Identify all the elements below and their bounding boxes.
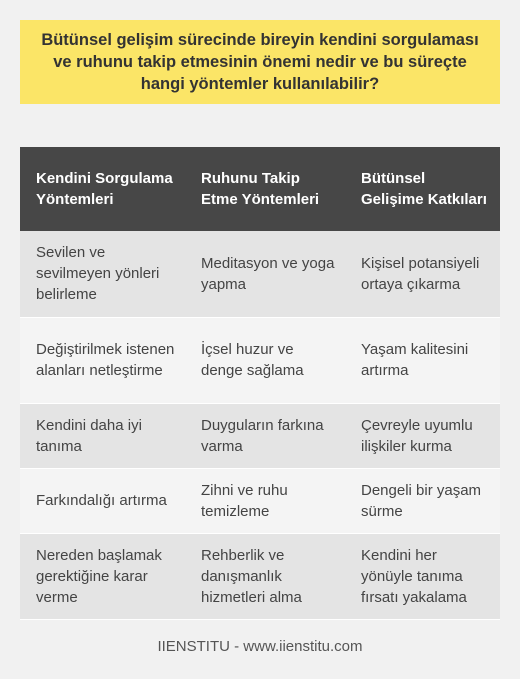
table-cell: Kişisel potansiyeli ortaya çıkarma [345,231,500,317]
table-row [20,468,500,533]
table-row [20,533,500,619]
table-cell: Meditasyon ve yoga yapma [185,231,345,317]
table-cell: Dengeli bir yaşam sürme [345,468,500,533]
table-cell: Zihni ve ruhu temizleme [185,468,345,533]
column-header-contributions: Bütünsel Gelişime Katkıları [345,147,500,231]
table-cell: Sevilen ve sevilmeyen yönleri belirleme [20,231,185,317]
comparison-table [20,147,500,620]
table-cell: Değiştirilmek istenen alanları netleştirme [20,317,185,403]
column-header-self-questioning: Kendini Sorgulama Yöntemleri [20,147,185,231]
table-row [20,317,500,403]
table-cell: Çevreyle uyumlu ilişkiler kurma [345,403,500,468]
table-cell: Yaşam kalitesini artırma [345,317,500,403]
table-cell: Nereden başlamak gerektiğine karar verme [20,533,185,619]
page-title: Bütünsel gelişim sürecinde bireyin kendini sorgulaması ve ruhunu takip etmesinin önemi nedir ve bu süreçte hangi yöntemler kullanılabilir? [41,31,479,93]
table-row [20,403,500,468]
table-cell: İçsel huzur ve denge sağlama [185,317,345,403]
table-row [20,231,500,317]
table-cell: Kendini daha iyi tanıma [20,403,185,468]
table-cell: Rehberlik ve danışmanlık hizmetleri alma [185,533,345,619]
column-header-spirit-tracking: Ruhunu Takip Etme Yöntemleri [185,147,345,231]
footer-credit: IIENSTITU - www.iienstitu.com [157,638,363,655]
table-cell: Farkındalığı artırma [20,468,185,533]
table-cell: Kendini her yönüyle tanıma fırsatı yakalama [345,533,500,619]
title-banner [20,20,500,104]
table-cell: Duyguların farkına varma [185,403,345,468]
table-header-row [20,147,500,231]
